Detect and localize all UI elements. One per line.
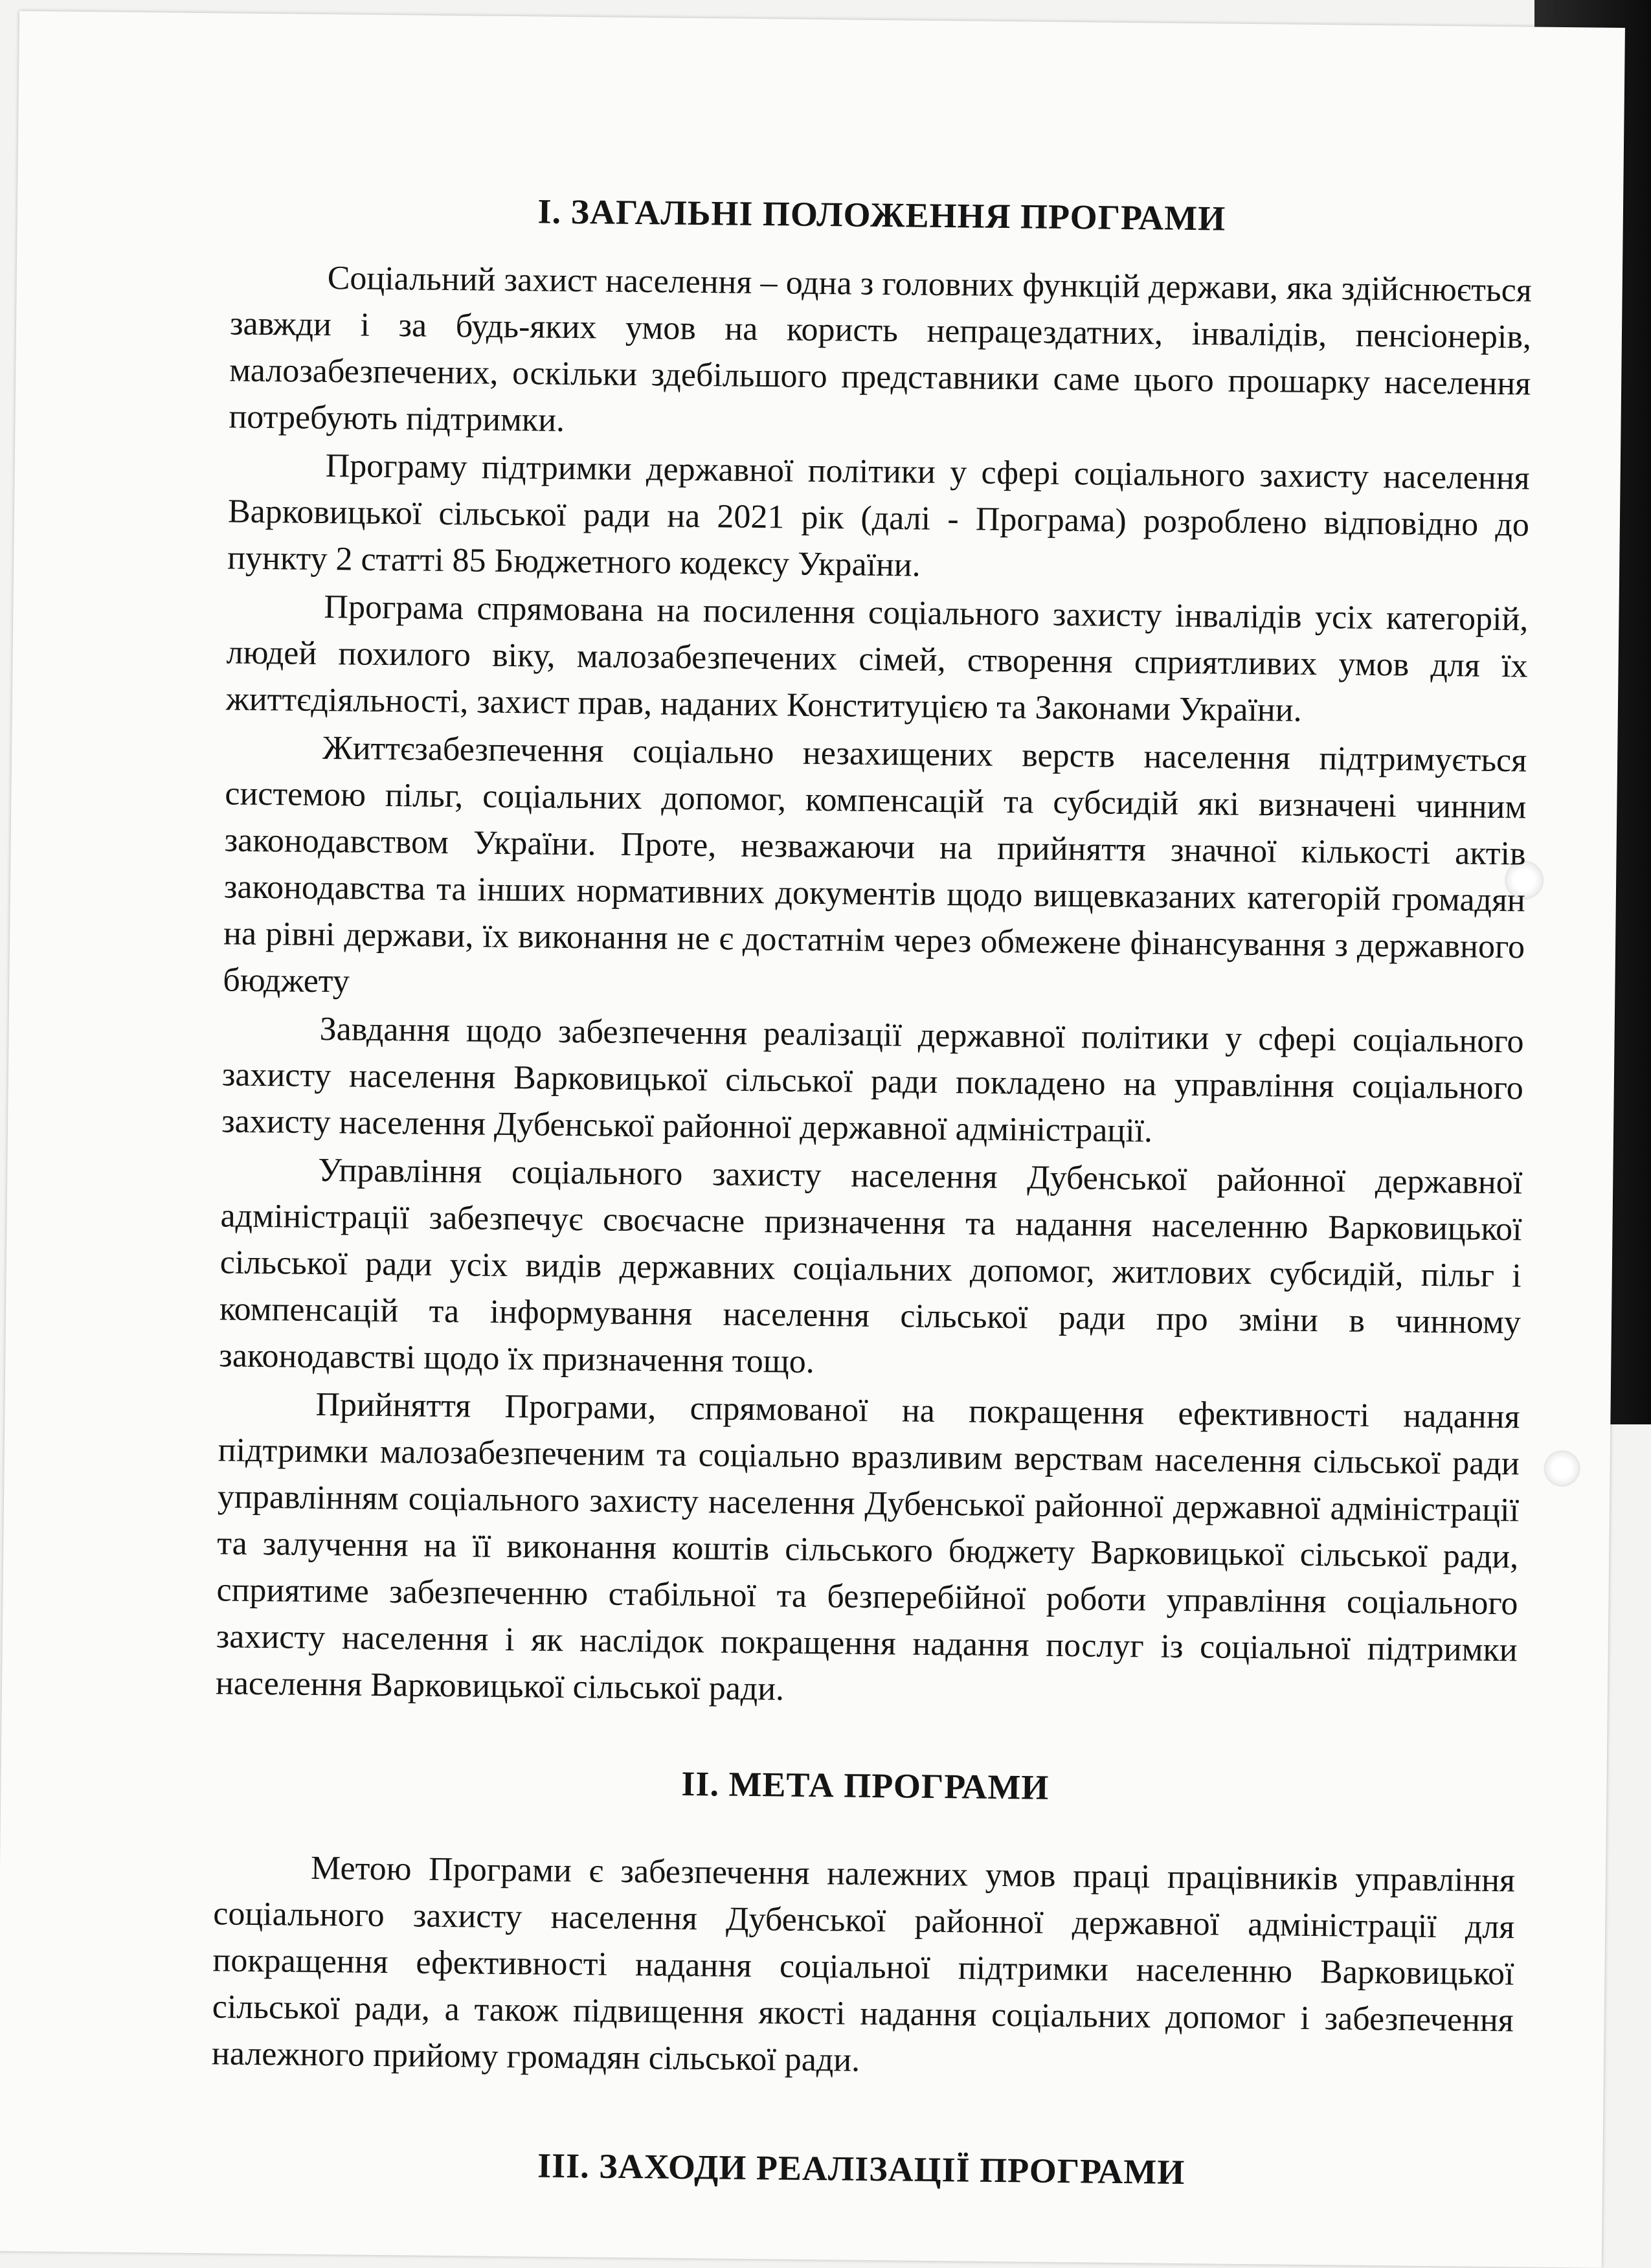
document-body: [210, 188, 1533, 2221]
document-page: [0, 11, 1625, 2268]
paragraph: Завдання щодо забезпечення реалізації державної політики у сфері соціального захисту населення Варковицької сільської ради покладено на управління соціального захисту населення Дубенської районної державної адміністрації.: [221, 1010, 1524, 1150]
paragraph: Програму підтримки державної політики у сфері соціального захисту населення Варковицької сільської ради на 2021 рік (далі - Програма) розроблено відповідно до пункту 2 статті 85 Бюджетного кодексу України.: [227, 447, 1530, 584]
section-2-title: ІІ. МЕТА ПРОГРАМИ: [681, 1764, 1050, 1807]
paragraph: Управління соціального захисту населення Дубенської районної державної адміністрації забезпечує своєчасне призначення та надання населенню Варковицької сільської ради усіх видів державних соціальних допомог, житлових субсидій, пільг і компенсацій та інформування населення сільської ради про зміни в чинному законодавстві щодо їх призначення тощо.: [219, 1151, 1523, 1380]
paragraph: Прийняття Програми, спрямованої на покращення ефективності надання підтримки малозабезпеченим та соціально вразливим верствам населення сільської ради управлінням соціального захисту населення Дубенської районної державної адміністрації та залучення на її виконання коштів сільського бюджету Варковицької сільської ради, сприятиме забезпеченню стабільної та безперебійної роботи управління соціального захисту населення і як наслідок покращення надання послуг із соціальної підтримки населення Варковицької сільської ради.: [215, 1386, 1520, 1708]
section-1-title: І. ЗАГАЛЬНІ ПОЛОЖЕННЯ ПРОГРАМИ: [537, 192, 1226, 238]
paragraph: Метою Програми є забезпечення належних умов праці працівників управління соціального захисту населення Дубенської районної державної адміністрації для покращення ефективності надання соціальної підтримки населенню Варковицької сільської ради, а також підвищення якості надання соціальних допомог і забезпечення належного прийому громадян сільської ради.: [211, 1849, 1516, 2079]
paragraph: Програма спрямована на посилення соціального захисту інвалідів усіх категорій, людей похилого віку, малозабезпечених сімей, створення сприятливих умов для їх життєдіяльності, захист прав, наданих Конституцією та Законами України.: [225, 588, 1529, 729]
margin-mark: [1545, 1452, 1579, 1486]
paragraph: Соціальний захист населення – одна з головних функцій держави, яка здійснюється завжди і за будь-яких умов на користь непрацездатних, інвалідів, пенсіонерів, малозабезпечених, оскільки здебільшого представники саме цього прошарку населення потребують підтримки.: [229, 260, 1532, 439]
section-3-title: ІІІ. ЗАХОДИ РЕАЛІЗАЦІЇ ПРОГРАМИ: [537, 2146, 1185, 2192]
paragraph: Життєзабезпечення соціально незахищених верств населення підтримується системою пільг, соціальних допомог, компенсацій та субсидій які визначені чинним законодавством України. Проте, незважаючи на прийняття значної кількості актів законодавства та інших нормативних документів щодо вищевказаних категорій громадян на рівні держави, їх виконання не є достатнім через обмежене фінансування з державного бюджету: [223, 729, 1527, 1000]
